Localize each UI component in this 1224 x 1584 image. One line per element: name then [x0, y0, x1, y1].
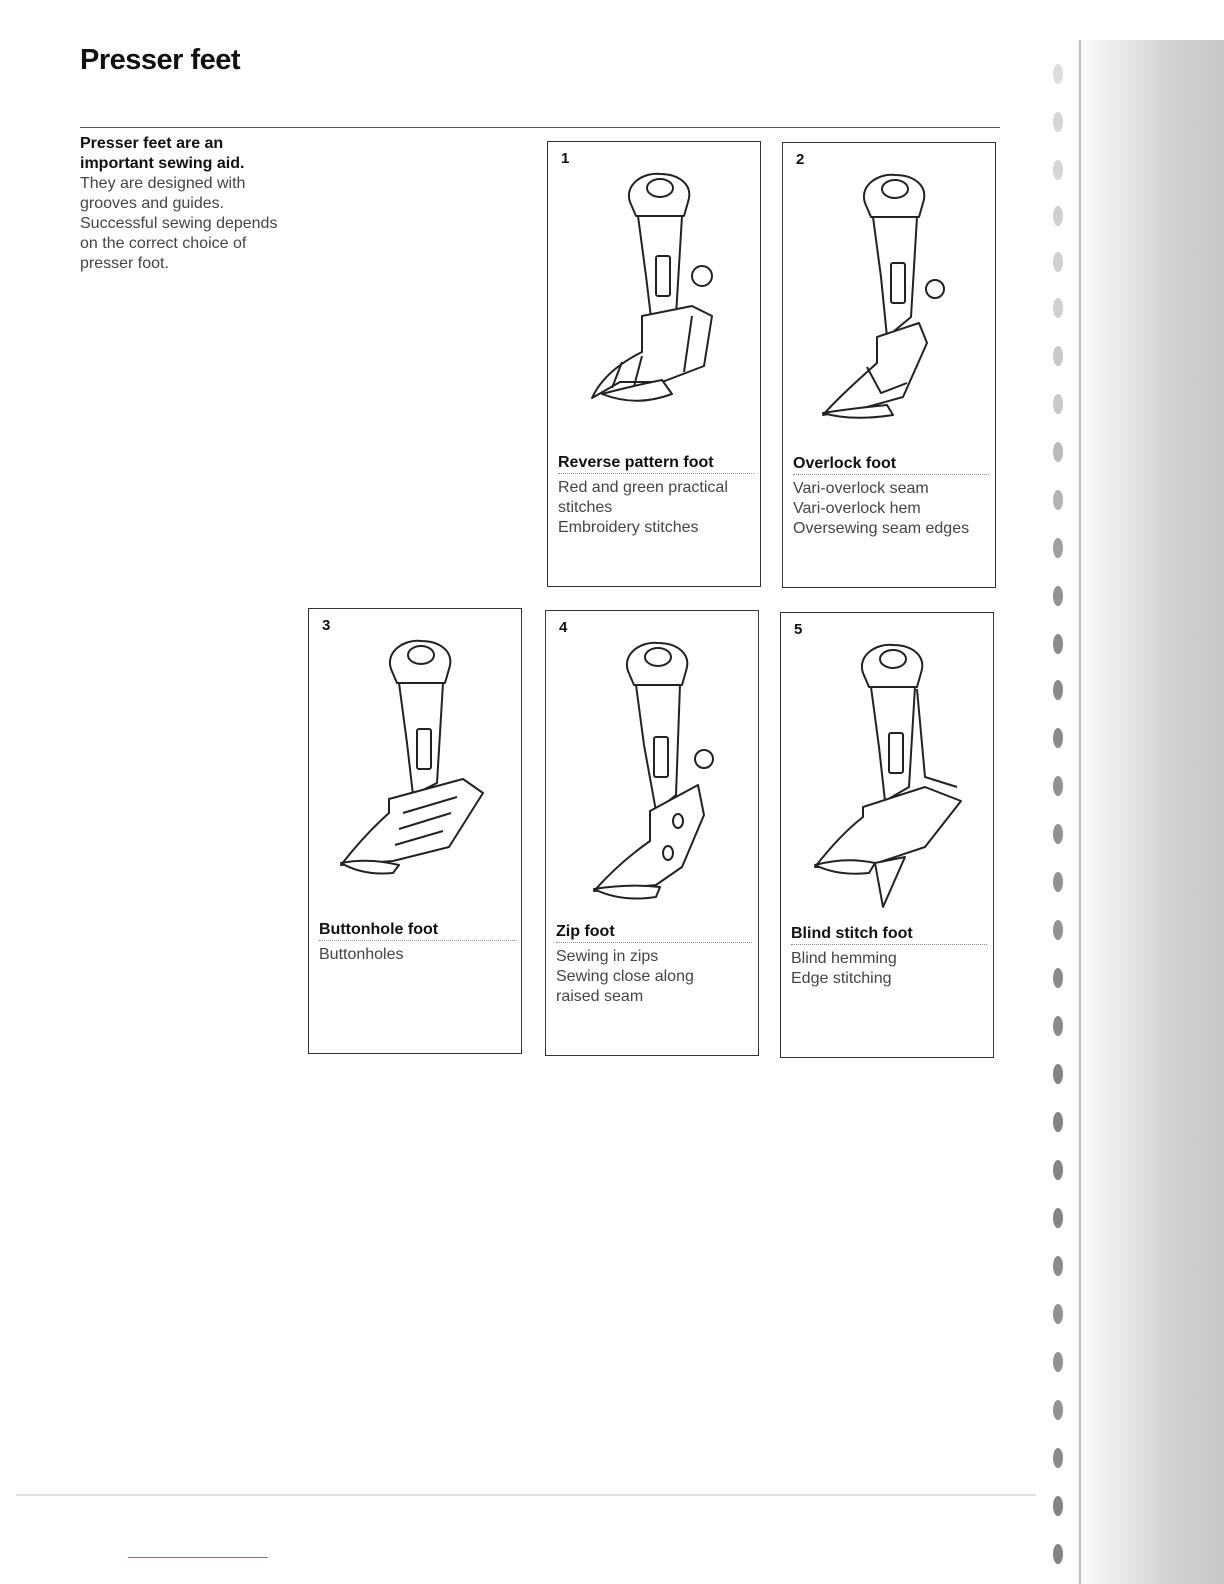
foot-uses — [556, 947, 756, 1007]
intro-body: They are designed with grooves and guides. Successful sewing depends on the correct choice of presser foot. — [80, 175, 278, 272]
foot-card-1 — [547, 141, 761, 587]
presser-foot-blind-stitch-icon — [805, 637, 973, 909]
foot-card-3 — [308, 608, 522, 1054]
foot-use: Embroidery stitches — [558, 519, 699, 536]
foot-use: Sewing close along — [556, 968, 694, 985]
foot-use: Vari-overlock hem — [793, 500, 921, 517]
foot-uses — [791, 949, 991, 989]
foot-card-4 — [545, 610, 759, 1056]
page-title: Presser feet — [80, 44, 241, 76]
presser-foot-buttonhole-icon — [333, 633, 501, 905]
intro-text — [80, 134, 280, 274]
title-divider — [80, 127, 1000, 128]
foot-use: Oversewing seam edges — [793, 520, 970, 537]
foot-uses — [793, 479, 993, 539]
foot-number: 3 — [322, 617, 331, 634]
foot-card-2 — [782, 142, 996, 588]
foot-name: Zip foot — [556, 923, 752, 943]
foot-number: 1 — [561, 150, 570, 167]
foot-name: Blind stitch foot — [791, 925, 987, 945]
foot-uses — [319, 945, 519, 965]
foot-use: Edge stitching — [791, 970, 892, 987]
intro-lead: Presser feet are an important sewing aid. — [80, 135, 245, 172]
foot-number: 2 — [796, 151, 805, 168]
foot-use: Vari-overlock seam — [793, 480, 929, 497]
foot-name: Buttonhole foot — [319, 921, 515, 941]
foot-number: 5 — [794, 621, 803, 638]
foot-name: Overlock foot — [793, 455, 989, 475]
foot-name: Reverse pattern foot — [558, 454, 754, 474]
foot-use: Sewing in zips — [556, 948, 659, 965]
footer-line — [128, 1557, 268, 1558]
foot-use: raised seam — [556, 988, 644, 1005]
presser-foot-zip-icon — [570, 635, 738, 907]
bottom-divider — [16, 1494, 1036, 1496]
foot-use: stitches — [558, 499, 613, 516]
foot-use: Red and green practical — [558, 479, 728, 496]
foot-uses — [558, 478, 758, 538]
foot-use: Buttonholes — [319, 946, 404, 963]
ring-binding — [1030, 40, 1224, 1584]
presser-foot-overlock-icon — [807, 167, 975, 439]
presser-foot-reverse-pattern-icon — [572, 166, 740, 438]
foot-number: 4 — [559, 619, 568, 636]
foot-card-5 — [780, 612, 994, 1058]
foot-use: Blind hemming — [791, 950, 897, 967]
